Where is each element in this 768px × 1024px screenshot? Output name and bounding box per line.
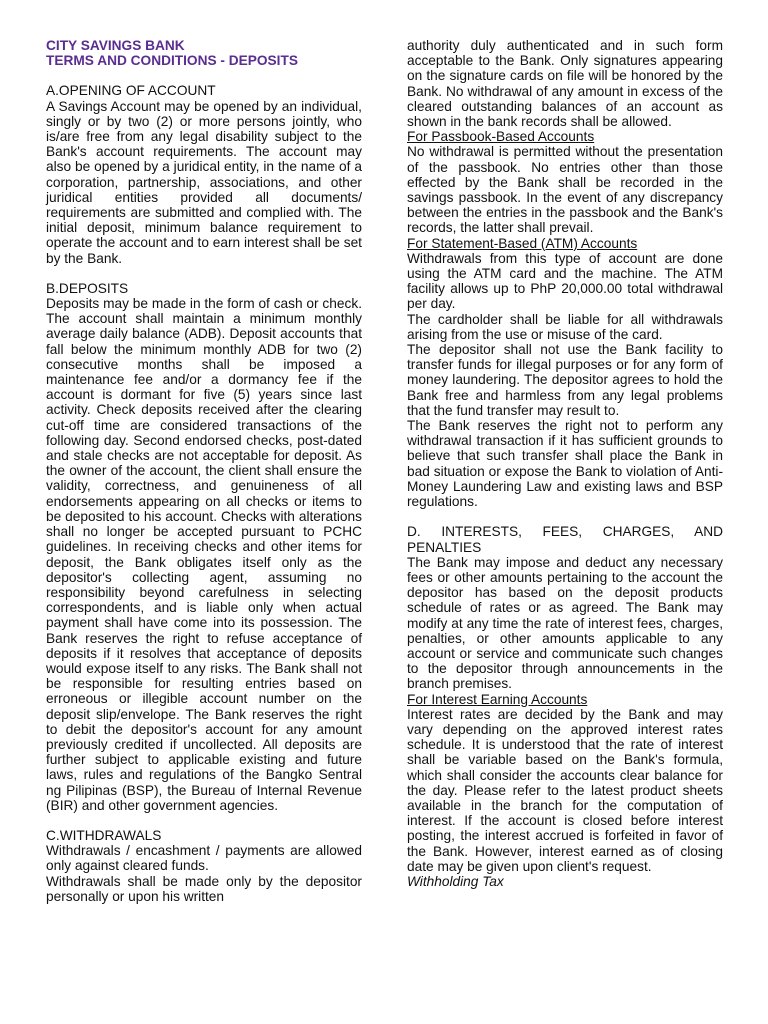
section-b-paragraph: Deposits may be made in the form of cash or check. The account shall maintain a minimum monthly average daily balance (ADB). Deposit accounts that fall below the minimum monthly ADB for two (2) consecutive months shall be imposed a maintenance fee and/or a dormancy fee if the account is dormant for five (5) years since last activity. Check deposits received after the clearing cut-off time are considered transactions of the following day. Second endorsed checks, post-dated and stale checks are not acceptable for deposit. As the owner of the account, the client shall ensure the validity, correctness, and genuineness of all endorsements appearing on all checks or items to be deposited to his account. Checks with alterations shall no longer be accepted pursuant to PCHC guidelines. In receiving checks and other items for deposit, the Bank obligates itself only as the depositor's collecting agent, assuming no responsibility beyond carefulness in selecting correspondents, and is liable only when actual payment shall have come into its possession. The Bank reserves the right to refuse acceptance of deposits if it resolves that acceptance of deposits would expose itself to any risks. The Bank shall not be responsible for resulting entries based on erroneous or illegible account number on the deposit slip/envelope. The Bank reserves the right to debit the depositor's account for any amount previously credited if uncollected. All deposits are further subject to applicable existing and future laws, rules and regulations of the Bangko Sentral ng Pilipinas (BSP), the Bureau of Internal Revenue (BIR) and other government agencies.: [46, 296, 362, 813]
section-a-title: A.OPENING OF ACCOUNT: [46, 83, 216, 99]
section-c-paragraph-2-continued: authority duly authenticated and in such form acceptable to the Bank. Only signatures appearing on the signature cards on file will be honored by the Bank. No withdrawal of any amount in excess of the cleared outstanding balances of an account as shown in the bank records shall be allowed.: [407, 38, 723, 130]
section-c-title: C.WITHDRAWALS: [46, 827, 162, 843]
bank-name: CITY SAVINGS BANK: [46, 38, 185, 53]
section-d-title: D. INTERESTS, FEES, CHARGES, AND PENALTIES: [407, 524, 723, 555]
section-a-paragraph: A Savings Account may be opened by an individual, singly or by two (2) or more persons jointly, who is/are free from any legal disability subject to the Bank's account requirements. The account may also be opened by a juridical entity, in the name of a corporation, partnership, associations, and other juridical entities provided all documents/ requirements are submitted and complied with. The initial deposit, minimum balance requirement to operate the account and to earn interest shall be set by the Bank.: [46, 98, 362, 266]
passbook-paragraph: No withdrawal is permitted without the presentation of the passbook. No entries other than those effected by the Bank shall be recorded in the savings passbook. In the event of any discrepancy between the entries in the passbook and the Bank's records, the latter shall prevail.: [407, 144, 723, 236]
document-title: TERMS AND CONDITIONS - DEPOSITS: [46, 53, 298, 69]
left-column: [46, 38, 362, 1024]
atm-paragraph-4: The Bank reserves the right not to perform any withdrawal transaction if it has sufficient grounds to believe that such transfer shall place the Bank in bad situation or expose the Bank to violation of Anti-Money Laundering Law and existing laws and BSP regulations.: [407, 418, 723, 510]
section-d-paragraph: The Bank may impose and deduct any necessary fees or other amounts pertaining to the account the depositor has based on the deposit products schedule of rates or as agreed. The Bank may modify at any time the rate of interest fees, charges, penalties, or other amounts applicable to any account or service and communicate such changes to the depositor through announcements in the branch premises.: [407, 554, 723, 692]
atm-paragraph-1: Withdrawals from this type of account are done using the ATM card and the machine. The ATM facility allows up to PhP 20,000.00 total withdrawal per day.: [407, 250, 723, 312]
withholding-tax-subheading: Withholding Tax: [407, 873, 504, 889]
section-c-paragraph-2: Withdrawals shall be made only by the depositor personally or upon his written: [46, 873, 362, 904]
document-header: [46, 38, 362, 68]
interest-paragraph: Interest rates are decided by the Bank and may vary depending on the approved interest rates schedule. It is understood that the rate of interest shall be variable based on the Bank's formula, which shall consider the accounts clear balance for the day. Please refer to the latest product sheets available in the branch for the computation of interest. If the account is closed before interest posting, the interest accrued is forfeited in favor of the Bank. However, interest earned as of closing date may be given upon client's request.: [407, 706, 723, 874]
atm-subheading: For Statement-Based (ATM) Accounts: [407, 235, 638, 251]
passbook-subheading: For Passbook-Based Accounts: [407, 129, 595, 145]
section-c-paragraph-1: Withdrawals / encashment / payments are allowed only against cleared funds.: [46, 843, 362, 874]
section-b-title: B.DEPOSITS: [46, 280, 129, 296]
atm-paragraph-2: The cardholder shall be liable for all withdrawals arising from the use or misuse of the card.: [407, 311, 723, 342]
atm-paragraph-3: The depositor shall not use the Bank facility to transfer funds for illegal purposes or for any form of money laundering. The depositor agrees to hold the Bank free and harmless from any legal problems that the fund transfer may result to.: [407, 342, 723, 418]
right-column: [407, 38, 723, 1024]
interest-subheading: For Interest Earning Accounts: [407, 691, 588, 707]
